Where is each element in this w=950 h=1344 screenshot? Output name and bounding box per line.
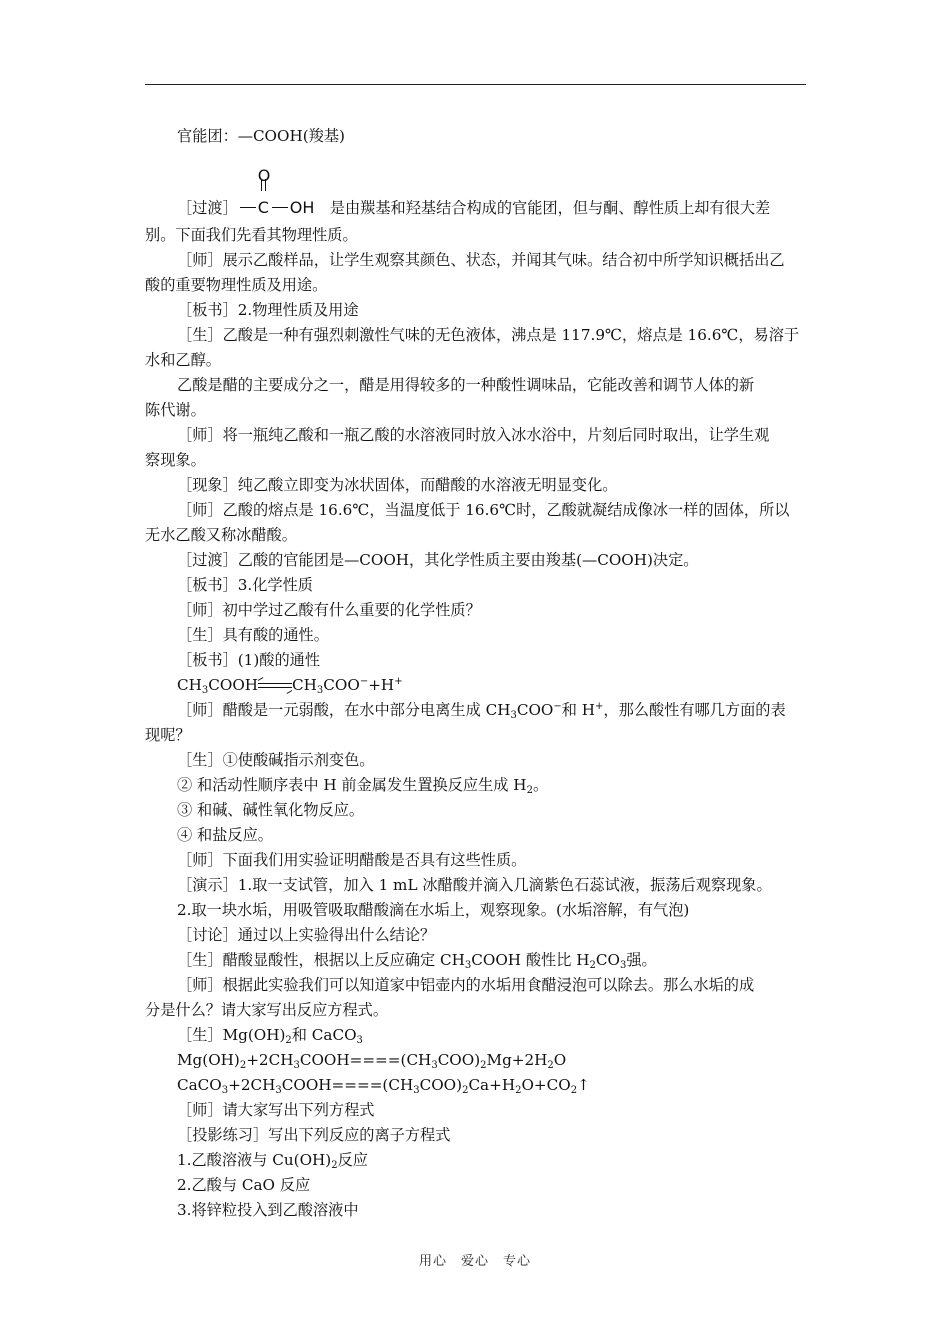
structure-paragraph: ［过渡］ O C OH 是由羰基和羟基结合构成的官能团，但与酮、醇性质上却有很大差 xyxy=(145,149,809,223)
paragraph-continuation: 酸的重要物理性质及用途。 xyxy=(145,276,328,294)
paragraph: ④ 和盐反应。 xyxy=(177,826,273,844)
paragraph-continuation: 无水乙酸又称冰醋酸。 xyxy=(145,526,297,544)
paragraph: ［生$]Mg(OH)_2$和 CaCO$_3$ xyxy=(177,1026,363,1046)
paragraph: ［现象］纯乙酸立即变为冰状固体，而醋酸的水溶液无明显变化。 xyxy=(177,476,618,494)
page-footer: 用心 爱心 专心 xyxy=(418,1254,531,1269)
paragraph-continuation: 现呢？ xyxy=(145,726,191,744)
reaction-equation-1: $Mg(OH)_2+2CH_3COOH====(CH_3COO)_2Mg+2H_2O$ xyxy=(177,1051,567,1071)
paragraph-continuation: 察现象。 xyxy=(145,451,206,469)
paragraph: ［师］展示乙酸样品，让学生观察其颜色、状态，并闻其气味。结合初中所学知识概括出乙 xyxy=(177,251,785,269)
paragraph-continuation: 水和乙醇。 xyxy=(145,351,221,369)
paragraph: ② 和活动性顺序表中 H 前金属发生置换反应生成 $H_2$。 xyxy=(177,776,549,796)
paragraph: 2.取一块水垢，用吸管吸取醋酸滴在水垢上，观察现象。(水垢溶解，有气泡) xyxy=(177,901,690,919)
paragraph: ③ 和碱、碱性氧化物反应。 xyxy=(177,801,365,819)
paragraph: ［师］醋酸是一元弱酸，在水中部分电离生成 $CH_3COO^-$和 H+，那么酸性有哪几方面的表 xyxy=(177,701,786,721)
equilibrium-arrow-icon xyxy=(258,681,292,691)
paragraph: 3.将锌粒投入到乙酸溶液中 xyxy=(177,1201,359,1219)
paragraph: ［师］根据此实验我们可以知道家中铝壶内的水垢用食醋浸泡可以除去。那么水垢的成 xyxy=(177,976,755,994)
paragraph: ［师］将一瓶纯乙酸和一瓶乙酸的水溶液同时放入冰水浴中，片刻后同时取出，让学生观 xyxy=(177,426,770,444)
header-rule xyxy=(145,84,806,85)
paragraph: ［师］乙酸的熔点是 16.6℃，当温度低于 16.6℃时，乙酸就凝结成像冰一样的固体，所以 xyxy=(177,501,790,519)
paragraph-continuation: 分是什么？请大家写出反应方程式。 xyxy=(145,1001,388,1019)
paragraph: ［生］醋酸显酸性，根据以上反应确定 $CH_3COOH$ 酸性比 $H_2CO_3$强。 xyxy=(177,951,657,971)
paragraph: ［板书］2.物理性质及用途 xyxy=(177,301,359,319)
paragraph: ［过渡］乙酸的官能团是—COOH，其化学性质主要由羧基(—COOH)决定。 xyxy=(177,551,699,569)
paragraph: ［板书］3.化学性质 xyxy=(177,576,313,594)
paragraph: ［师］初中学过乙酸有什么重要的化学性质？ xyxy=(177,601,481,619)
paragraph-continuation: 别。下面我们先看其物理性质。 xyxy=(145,226,358,244)
paragraph: ［投影练习］写出下列反应的离子方程式 xyxy=(177,1126,451,1144)
paragraph: ［师］请大家写出下列方程式 xyxy=(177,1101,375,1119)
paragraph: 官能团：—COOH(羧基) xyxy=(177,127,345,145)
document-body xyxy=(145,124,809,1223)
paragraph: ［讨论］通过以上实验得出什么结论？ xyxy=(177,926,436,944)
paragraph: ［师］下面我们用实验证明醋酸是否具有这些性质。 xyxy=(177,851,527,869)
paragraph: ［生］乙酸是一种有强烈刺激性气味的无色液体，沸点是 117.9℃，熔点是 16.6℃，易溶于 xyxy=(177,326,800,344)
paragraph-continuation: 陈代谢。 xyxy=(145,401,206,419)
paragraph: 乙酸是醋的主要成分之一，醋是用得较多的一种酸性调味品，它能改善和调节人体的新 xyxy=(177,376,755,394)
paragraph: ［生］①使酸碱指示剂变色。 xyxy=(177,751,375,769)
paragraph: ［板书］(1)酸的通性 xyxy=(177,651,321,669)
paragraph: ［生］具有酸的通性。 xyxy=(177,626,329,644)
ionization-equation: $CH_3COOH$ $CH_3COO^-+H^+$ xyxy=(177,676,403,696)
paragraph: ［演示］1.取一支试管，加入 1 mL 冰醋酸并滴入几滴紫色石蕊试液，振荡后观察现象。 xyxy=(177,876,772,894)
carboxyl-structure-formula: O C OH xyxy=(238,193,330,223)
gas-arrow-icon: ↑ xyxy=(577,1076,590,1094)
paragraph: 2.乙酸与 CaO 反应 xyxy=(177,1176,311,1194)
paragraph: 1.乙酸溶液与 $Cu(OH)_2$反应 xyxy=(177,1151,368,1171)
reaction-equation-2: $CaCO_3+2CH_3COOH====(CH_3COO)_2Ca+H_2O+CO_2↑$ xyxy=(177,1076,590,1096)
